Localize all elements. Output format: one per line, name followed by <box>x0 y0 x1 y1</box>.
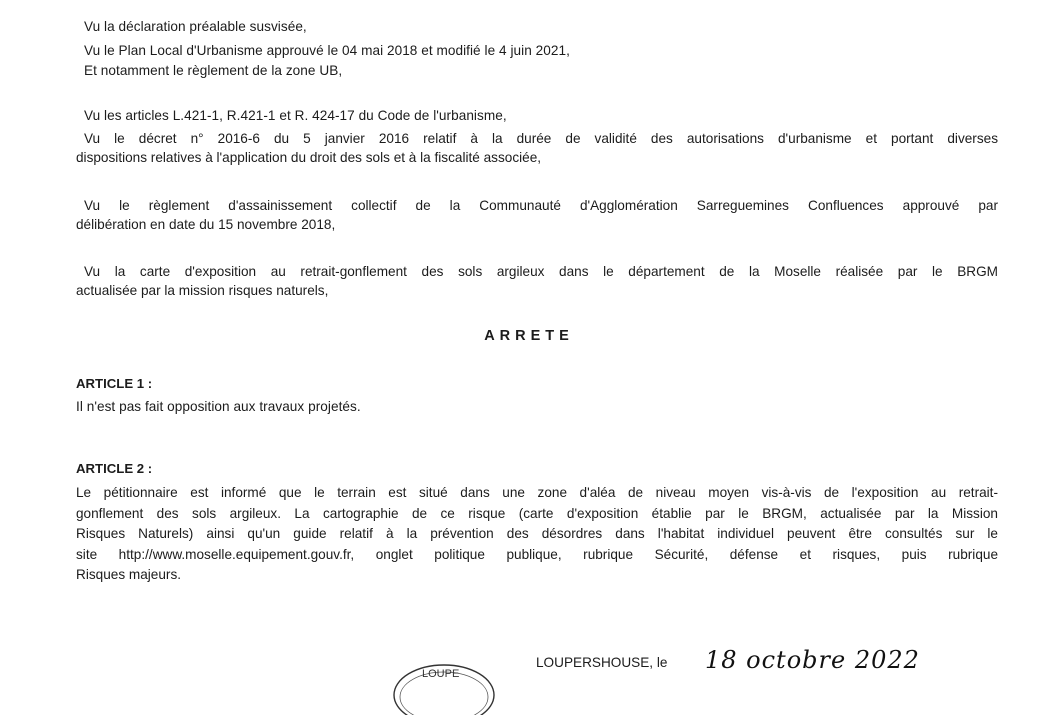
consideration-paragraph <box>76 130 998 167</box>
consideration-paragraph <box>76 263 998 300</box>
consideration-line: Vu la carte d'exposition au retrait-gonflement des sols argileux dans le département de la Moselle réalisée par le BRGM <box>84 264 998 279</box>
stamp-text: LOUPE <box>422 668 460 680</box>
consideration-line: Vu le règlement d'assainissement collectif de la Communauté d'Agglomération Sarreguemines Confluences approuvé par <box>84 198 998 213</box>
consideration-line: Vu le décret n° 2016-6 du 5 janvier 2016 relatif à la durée de validité des autorisations d'urbanisme et portant diverses <box>84 131 998 146</box>
article-2-line: Risques Naturels) ainsi qu'un guide relatif à la prévention des désordres dans l'habitat individuel peuvent être consultés sur le <box>76 526 998 542</box>
article-2-line: Risques majeurs. <box>76 567 182 583</box>
official-stamp <box>388 655 498 715</box>
article-1-text: Il n'est pas fait opposition aux travaux projetés. <box>76 399 361 414</box>
consideration-line: dispositions relatives à l'application du droit des sols et à la fiscalité associée, <box>76 149 542 165</box>
consideration-line: Vu la déclaration préalable susvisée, <box>84 19 307 34</box>
consideration-line: Et notamment le règlement de la zone UB, <box>84 63 343 78</box>
article-2-line: gonflement des sols argileux. La cartographie de ce risque (carte d'exposition établie par le BRGM, actualisée par la Mission <box>76 505 998 521</box>
consideration-line: actualisée par la mission risques naturels, <box>76 282 329 298</box>
signature-place: LOUPERSHOUSE, le <box>536 655 668 670</box>
article-2-line: site http://www.moselle.equipement.gouv.fr, onglet politique publique, rubrique Sécurité, défense et risques, puis rubrique <box>76 546 998 562</box>
decision-heading: ARRETE <box>484 328 574 344</box>
signature-date-handwritten: 18 octobre 2022 <box>705 646 920 674</box>
consideration-line: délibération en date du 15 novembre 2018, <box>76 216 336 232</box>
consideration-paragraph <box>76 197 998 234</box>
article-2-paragraph <box>76 483 998 586</box>
article-2-title: ARTICLE 2 : <box>76 461 153 476</box>
consideration-line: Vu les articles L.421-1, R.421-1 et R. 424-17 du Code de l'urbanisme, <box>84 108 507 123</box>
article-1-title: ARTICLE 1 : <box>76 376 153 391</box>
consideration-line: Vu le Plan Local d'Urbanisme approuvé le 04 mai 2018 et modifié le 4 juin 2021, <box>84 43 570 58</box>
article-2-line: Le pétitionnaire est informé que le terrain est situé dans une zone d'aléa de niveau moyen vis-à-vis de l'exposition au retrait- <box>76 485 998 500</box>
